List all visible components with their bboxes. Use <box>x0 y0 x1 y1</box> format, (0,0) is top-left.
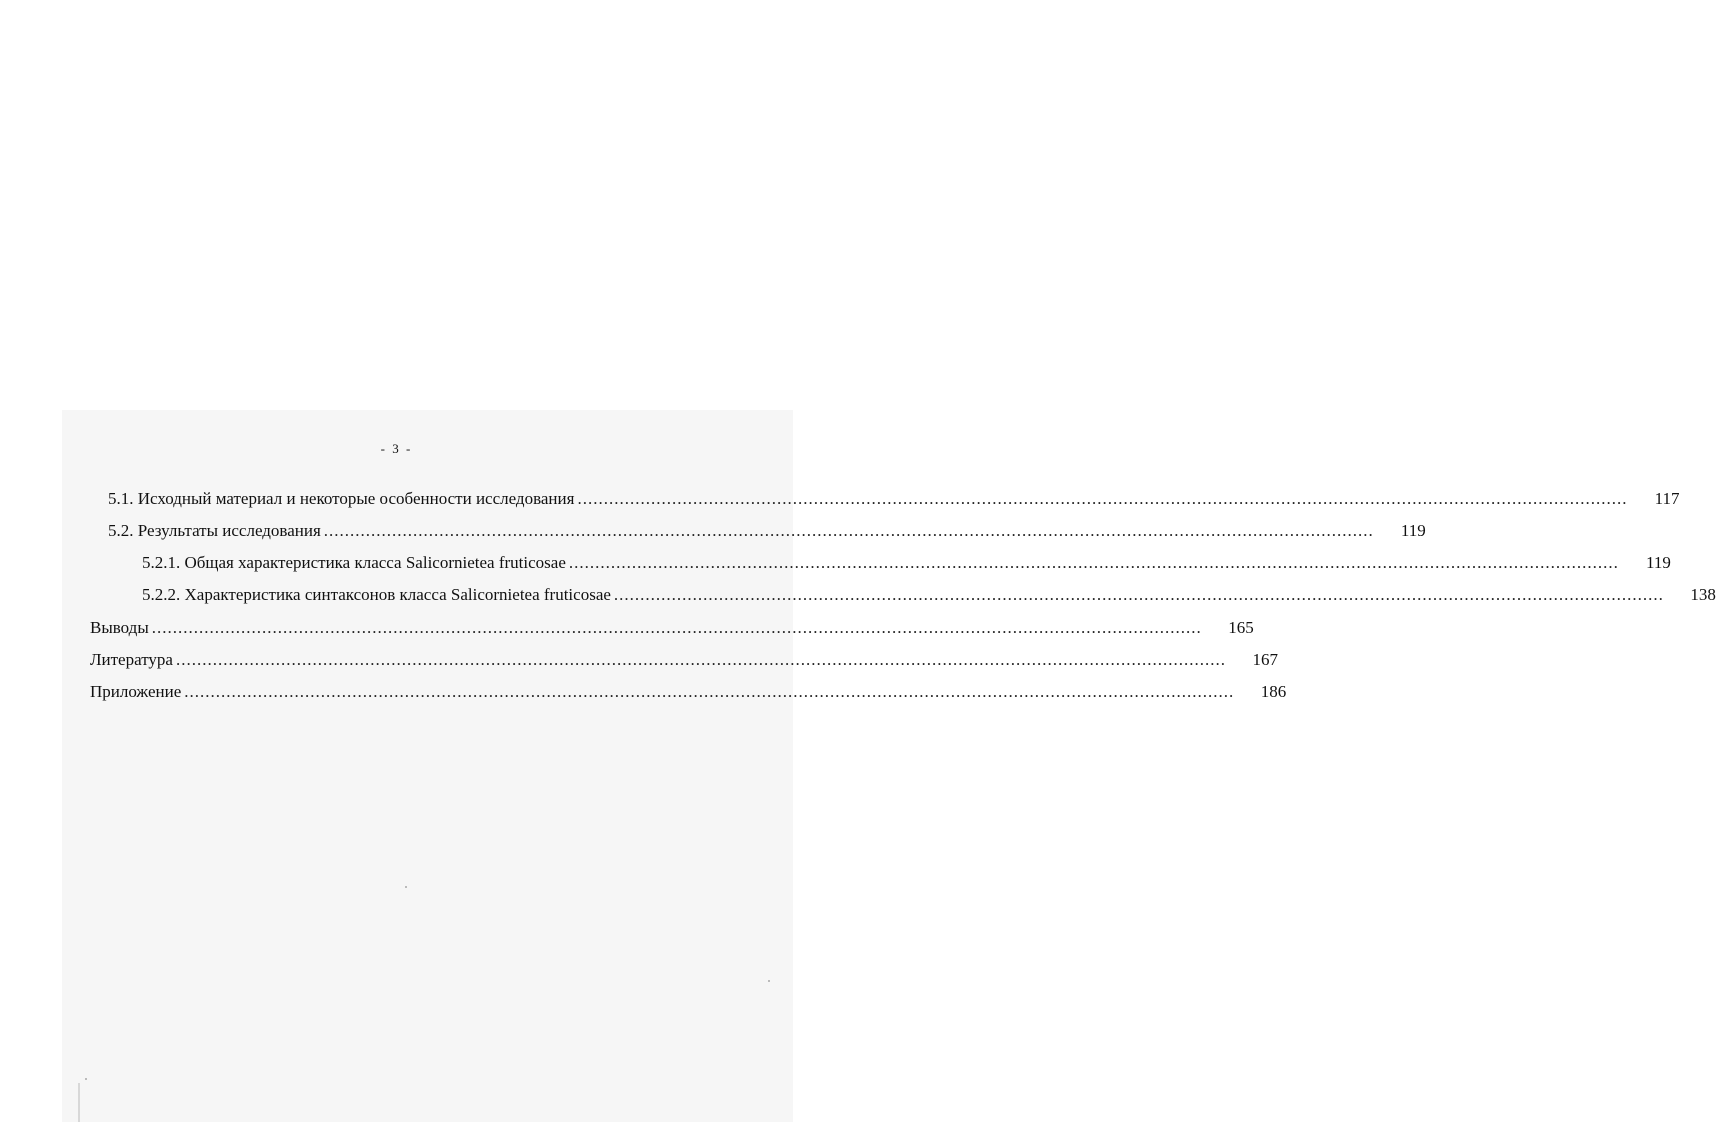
toc-leader-dots: ........................................................................................................................................................................................................ <box>568 553 1619 572</box>
toc-entry-label: 5.2.1. Общая характеристика класса Salicornietea fruticosae <box>142 553 566 572</box>
toc-entry-appendix <box>90 679 1287 705</box>
scan-speck <box>768 980 770 982</box>
toc-entry-label: 5.2. Результаты исследования <box>108 521 321 540</box>
toc-entry-label: Приложение <box>90 682 182 701</box>
toc-entry-page: 119 <box>1400 521 1426 540</box>
toc-entry-page: 165 <box>1228 618 1254 637</box>
toc-entry-page: 167 <box>1252 650 1278 669</box>
toc-entry-label: Литература <box>90 650 173 669</box>
scan-background <box>62 410 793 1122</box>
page-number: - 3 - <box>380 441 413 456</box>
toc-leader-dots: ........................................................................................................................................................................................................ <box>175 650 1226 669</box>
toc-entry-5-2-2 <box>142 582 1716 608</box>
toc-entry-page: 117 <box>1654 489 1680 508</box>
scan-margin-line <box>78 1083 80 1122</box>
toc-entry-page: 138 <box>1690 585 1716 604</box>
toc-entry-5-2 <box>108 518 1426 544</box>
toc-entry-label: Выводы <box>90 618 149 637</box>
toc-entry-5-1 <box>108 486 1680 512</box>
toc-entry-label: 5.2.2. Характеристика синтаксонов класса Salicornietea fruticosae <box>142 585 611 604</box>
toc-leader-dots: ........................................................................................................................................................................................................ <box>577 489 1628 508</box>
toc-leader-dots: ........................................................................................................................................................................................................ <box>151 618 1202 637</box>
scan-speck <box>405 886 407 888</box>
toc-entry-page: 119 <box>1646 553 1671 572</box>
toc-leader-dots: ........................................................................................................................................................................................................ <box>613 585 1664 604</box>
toc-entry-literature <box>90 647 1278 673</box>
toc-leader-dots: ........................................................................................................................................................................................................ <box>323 521 1374 540</box>
toc-entry-conclusions <box>90 615 1254 641</box>
toc-entry-5-2-1 <box>142 550 1671 576</box>
scan-speck <box>85 1078 87 1080</box>
toc-entry-page: 186 <box>1260 682 1287 701</box>
toc-leader-dots: ........................................................................................................................................................................................................ <box>184 682 1235 701</box>
toc-entry-label: 5.1. Исходный материал и некоторые особенности исследования <box>108 489 575 508</box>
